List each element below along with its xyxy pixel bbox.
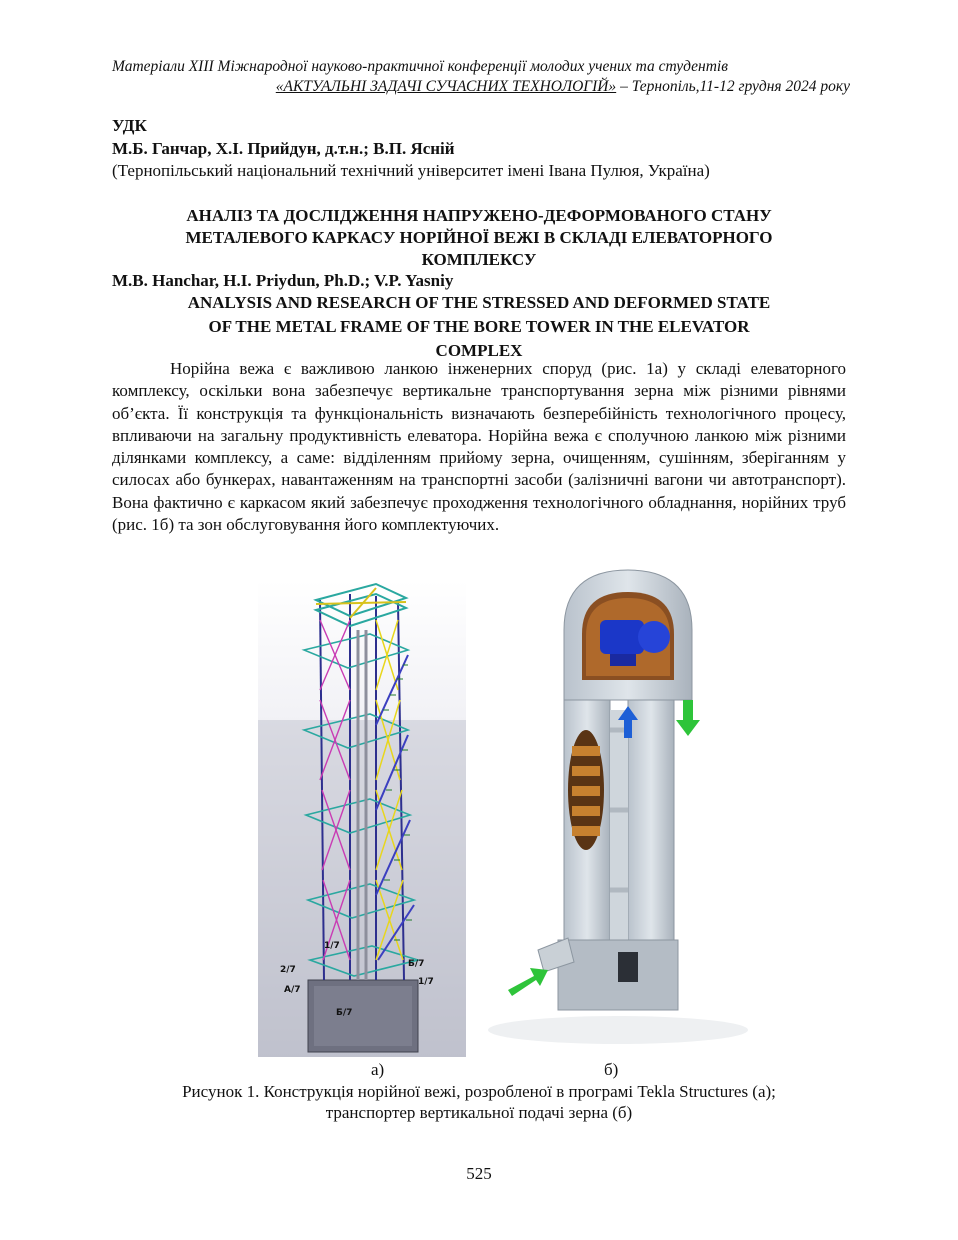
body-paragraph: Норійна вежа є важливою ланкою інженерних споруд (рис. 1а) у складі елеваторного комплексу, оскільки вона забезпечує вертикальне транспортування зерна між різними рівнями об’єкта. Її конструкція та функціональність визначають безперебійність технологічного процесу, впливаючи на загальну продуктивність елеватора. Норійна вежа є сполучною ланкою між різними ділянками комплексу, а саме: відділенням прийому зерна, очищенням, сушінням, зберіганням у силосах або бункерах, навантаженням на транспортні засоби (залізничні вагони чи автотранспорт). Вона фактично є каркасом який забезпечує проходження технологічного обладнання, норійних труб (рис. 1б) та зон обслуговування його комплектуючих. xyxy=(112,359,846,535)
title-en xyxy=(112,291,846,363)
page-number: 525 xyxy=(466,1164,492,1183)
figure-label-a: а) xyxy=(371,1060,385,1079)
conference-place-date: – Тернопіль,11-12 грудня 2024 року xyxy=(616,78,850,95)
title-ua xyxy=(112,205,846,271)
figure-label-b: б) xyxy=(604,1060,619,1079)
conference-name: «АКТУАЛЬНІ ЗАДАЧІ СУЧАСНИХ ТЕХНОЛОГІЙ» xyxy=(275,78,617,95)
axis-label: 1/7 xyxy=(418,977,434,987)
title-ua-line: КОМПЛЕКСУ xyxy=(421,250,537,269)
title-en-line: COMPLEX xyxy=(435,341,523,360)
affiliation: (Тернопільський національний технічний університет імені Івана Пулюя, Україна) xyxy=(112,161,710,180)
bucket-elevator-figure xyxy=(478,560,758,1057)
figure-caption-line2: транспортер вертикальної подачі зерна (б) xyxy=(325,1103,633,1122)
authors-ua: М.Б. Ганчар, Х.І. Прийдун, д.т.н.; В.П. Ясній xyxy=(112,139,455,158)
tower-frame-figure xyxy=(258,580,466,1057)
grain-inlet-arrow-icon xyxy=(508,968,548,996)
udk-label: УДК xyxy=(112,116,147,135)
title-ua-line: МЕТАЛЕВОГО КАРКАСУ НОРІЙНОЇ ВЕЖІ В СКЛАДІ ЕЛЕВАТОРНОГО xyxy=(185,228,773,247)
conference-header-line2 xyxy=(276,78,850,96)
axis-label: 2/7 xyxy=(280,965,296,975)
axis-label: Б/7 xyxy=(408,959,425,969)
grain-outlet-arrow-icon xyxy=(676,700,700,736)
axis-label: Б/7 xyxy=(336,1008,353,1018)
title-ua-line: АНАЛІЗ ТА ДОСЛІДЖЕННЯ НАПРУЖЕНО-ДЕФОРМОВАНОГО СТАНУ xyxy=(186,206,772,225)
axis-label: А/7 xyxy=(284,985,301,995)
authors-en: M.B. Hanchar, H.I. Priydun, Ph.D.; V.P. Yasniy xyxy=(112,271,454,290)
conference-header-line1: Матеріали XIII Міжнародної науково-практичної конференції молодих учених та студентів xyxy=(112,58,728,75)
title-en-line: OF THE METAL FRAME OF THE BORE TOWER IN THE ELEVATOR xyxy=(208,317,750,336)
axis-label: 1/7 xyxy=(324,941,340,951)
title-en-line: ANALYSIS AND RESEARCH OF THE STRESSED AND DEFORMED STATE xyxy=(187,293,771,312)
figure-caption-line1: Рисунок 1. Конструкція норійної вежі, розробленої в програмі Tekla Structures (а); xyxy=(182,1082,776,1101)
